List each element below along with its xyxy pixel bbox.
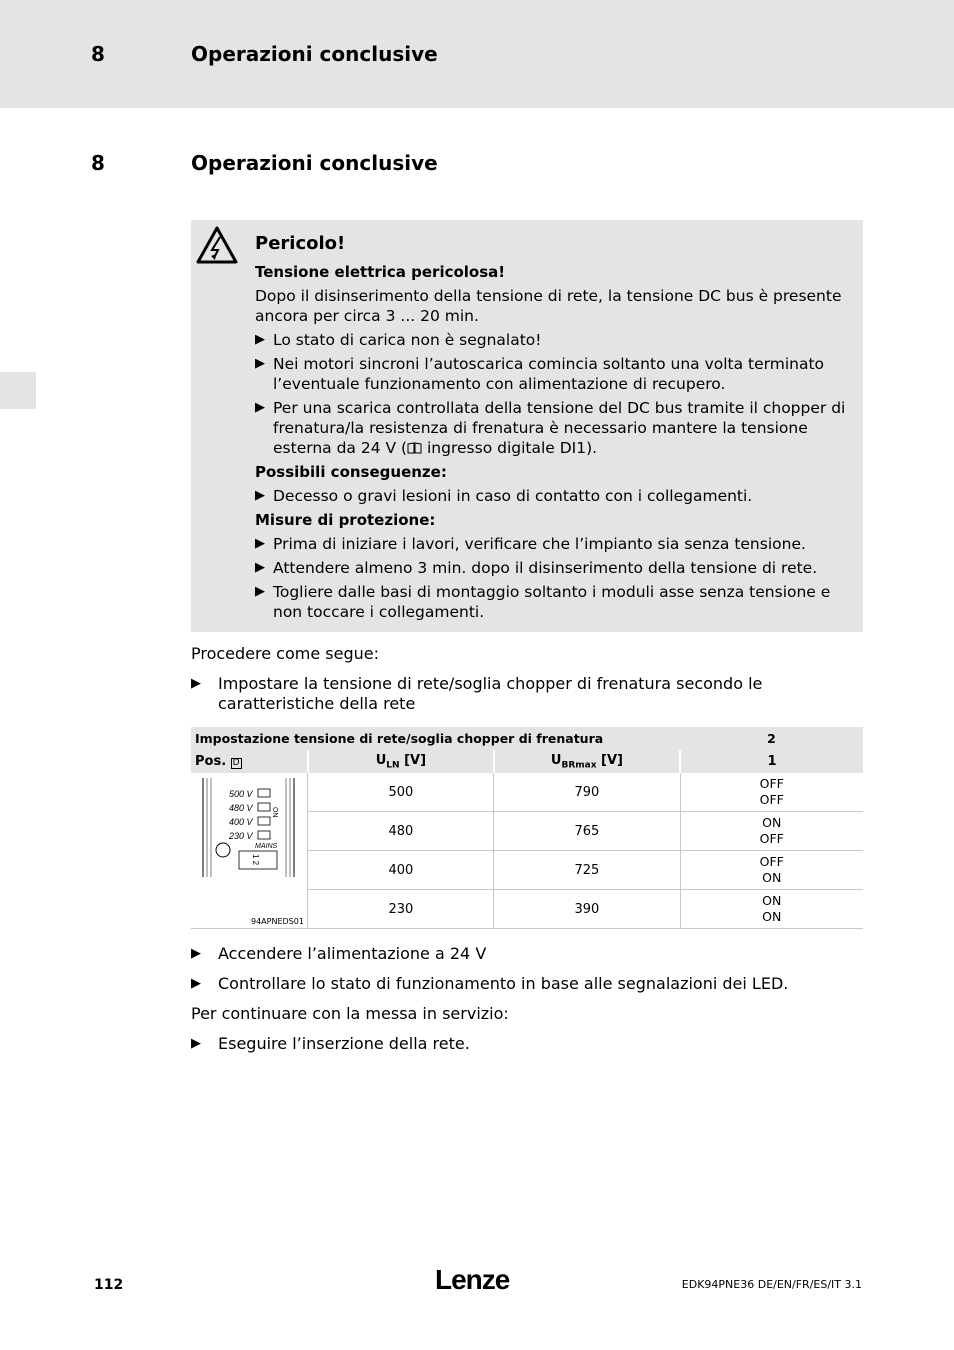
switch-state-cell: ON ON [680,890,863,929]
dip-switch-diagram [191,773,303,923]
procedure-intro: Procedere come segue: [191,644,379,663]
table-title: Impostazione tensione di rete/soglia chopper di frenatura [191,727,680,750]
measures-title: Misure di protezione: [255,511,436,529]
procedure-step: ▶ Controllare lo stato di funzionamento in base alle segnalazioni dei LED. [191,974,789,993]
dip-switch-figure [191,773,308,929]
consequence-bullet: ▶ Decesso o gravi lesioni in caso di contatto con i collegamenti. [255,487,753,505]
warning-intro: Dopo il disinserimento della tensione di rete, la tensione DC bus è presente ancora per circa 3 ... 20 min. [255,287,842,325]
high-voltage-warning-icon [195,225,239,265]
warning-title: Pericolo! [255,233,346,254]
document-code: EDK94PNE36 DE/EN/FR/ES/IT 3.1 [681,1278,862,1291]
switch-state-cell: OFF OFF [680,773,863,812]
continue-text: Per continuare con la messa in servizio: [191,1004,509,1023]
ubrmax-cell: 765 [494,812,680,851]
chapter-number: 8 [91,42,105,66]
svg-text:Lenze: Lenze [435,1264,510,1295]
consequences-title: Possibili conseguenze: [255,463,447,481]
chapter-tab-marker [0,372,36,409]
uln-cell: 500 [308,773,494,812]
warning-subtitle: Tensione elettrica pericolosa! [255,263,506,281]
table-row [191,773,863,812]
section-title: Operazioni conclusive [191,151,438,175]
switch-2-header: 2 [680,727,863,750]
uln-cell: 230 [308,890,494,929]
figure-label-230: 230 V [229,831,253,841]
page-header [0,0,954,108]
procedure-step: ▶ Accendere l’alimentazione a 24 V [191,944,487,963]
measure-bullet: ▶ Togliere dalle basi di montaggio soltanto i moduli asse senza tensione e non toccare i collegamenti. [255,583,831,621]
figure-label-400: 400 V [229,817,253,827]
figure-label-500: 500 V [229,789,253,799]
warning-bullet: ▶ Lo stato di carica non è segnalato! [255,331,542,349]
ubrmax-cell: 790 [494,773,680,812]
warning-bullet: ▶ Per una scarica controllata della tensione del DC bus tramite il chopper di frenatura/la resistenza di frenatura è necessario mantere la tensione esterna da 24 V ( ingresso digitale DI1). [255,399,846,457]
warning-bullet: ▶ Nei motori sincroni l’autoscarica comincia soltanto una volta terminato l’eventuale funzionamento con alimentazione di recupero. [255,355,825,393]
switch-state-cell: OFF ON [680,851,863,890]
danger-warning-box [191,220,863,632]
ubrmax-header: $U_{BRmax}$ [V] [494,750,680,773]
measure-bullet: ▶ Prima di iniziare i lavori, verificare che l’impianto sia senza tensione. [255,535,806,553]
section-number: 8 [91,151,105,175]
ubrmax-cell: 390 [494,890,680,929]
figure-switch-numbers: 1 2 [251,854,260,866]
measure-bullet: ▶ Attendere almeno 3 min. dopo il disinserimento della tensione di rete. [255,559,818,577]
uln-cell: 400 [308,851,494,890]
switch-1-header: 1 [680,750,863,773]
figure-label-480: 480 V [229,803,253,813]
switch-state-cell: ON OFF [680,812,863,851]
book-reference-icon [407,442,422,454]
figure-mains-label: MAINS [255,843,278,850]
procedure-step: ▶ Impostare la tensione di rete/soglia chopper di frenatura secondo le caratteristiche della rete [191,674,763,713]
page-number: 112 [94,1277,124,1293]
pos-header: Pos. D [191,750,308,773]
procedure-step: ▶ Eseguire l’inserzione della rete. [191,1034,470,1053]
uln-cell: 480 [308,812,494,851]
uln-header: $U_{LN}$ [V] [308,750,494,773]
lenze-logo [435,1262,515,1296]
figure-on-label: ON [271,807,278,818]
voltage-settings-table [191,727,863,929]
figure-code: 94APNEDS01 [251,917,304,926]
chapter-title: Operazioni conclusive [191,42,438,66]
ubrmax-cell: 725 [494,851,680,890]
